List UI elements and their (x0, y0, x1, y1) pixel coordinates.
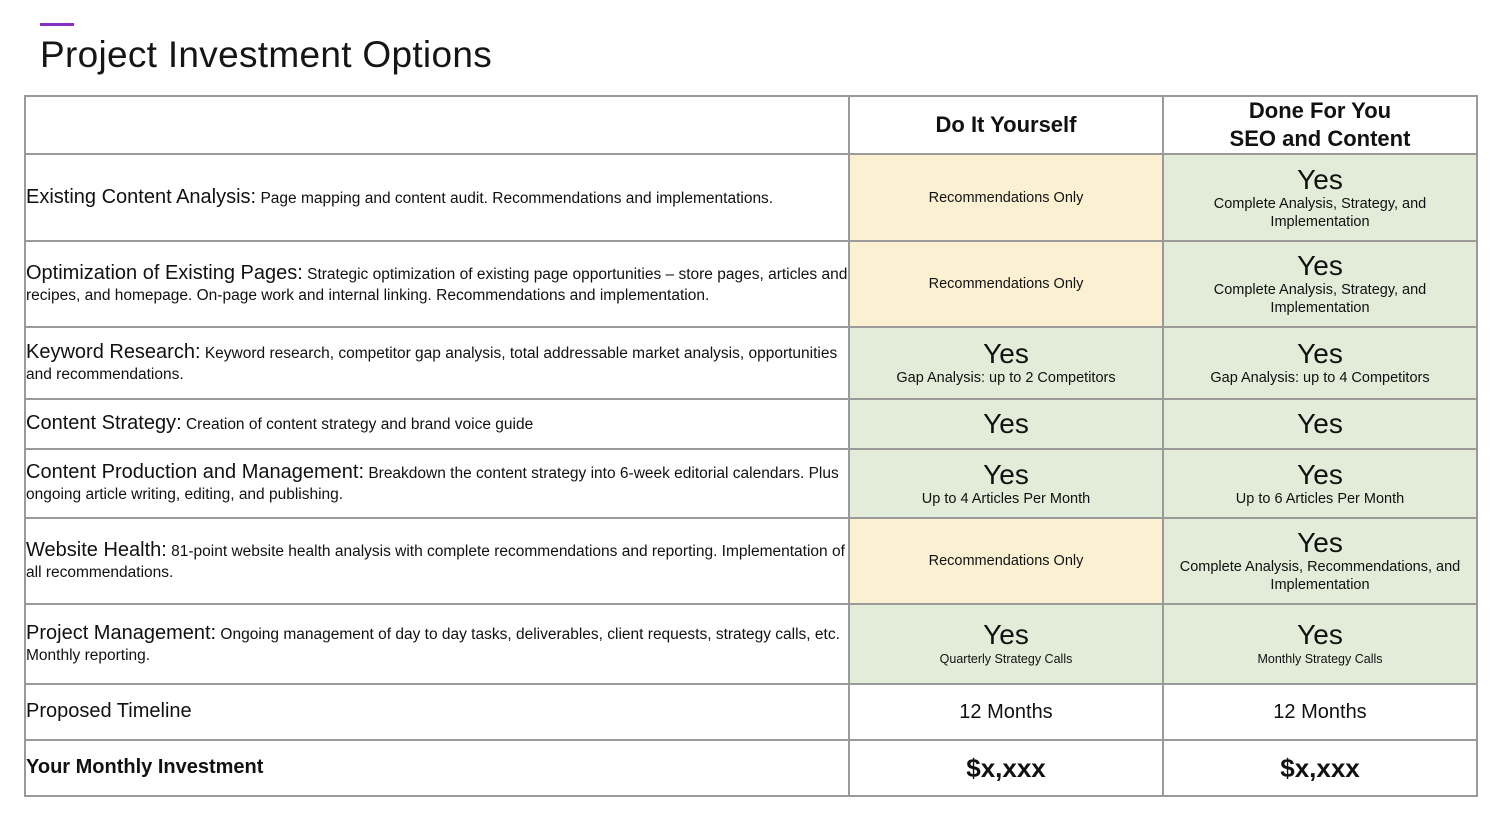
diy-cell (849, 154, 1163, 241)
table-row-website-health (25, 518, 1477, 604)
feature-description: 81-point website health analysis with complete recommendations and reporting. Implementation of all recommendations. (26, 542, 845, 581)
column-header-dfy-line2: SEO and Content (1229, 126, 1411, 151)
feature-description: Ongoing management of day to day tasks, deliverables, client requests, strategy calls, etc. Monthly reporting. (26, 625, 840, 664)
dfy-detail: Complete Analysis, Strategy, and Implementation (1213, 282, 1427, 316)
title-accent-bar (40, 23, 74, 26)
dfy-detail: Monthly Strategy Calls (1257, 652, 1383, 666)
dfy-yes: Yes (1297, 250, 1343, 281)
feature-description: Keyword research, competitor gap analysis, total addressable market analysis, opportunities and recommendations. (26, 344, 838, 383)
feature-cell (25, 399, 849, 449)
dfy-yes: Yes (1297, 163, 1343, 195)
feature-cell (25, 604, 849, 684)
feature-cell (25, 154, 849, 241)
table-row-project-management (25, 604, 1477, 684)
diy-note: Recommendations Only (928, 553, 1084, 569)
feature-title: Project Management: (26, 621, 217, 644)
table-row-optimization-existing-pages (25, 241, 1477, 327)
dfy-cell (1163, 449, 1477, 518)
dfy-cell (1163, 327, 1477, 399)
diy-note: Recommendations Only (928, 189, 1084, 206)
timeline-label-cell (25, 684, 849, 740)
dfy-yes: Yes (1297, 338, 1343, 369)
diy-timeline-cell (849, 684, 1163, 740)
dfy-detail: Complete Analysis, Strategy, and Implementation (1213, 195, 1427, 230)
diy-note: Recommendations Only (928, 276, 1084, 292)
header-row (25, 96, 1477, 154)
feature-title: Website Health: (26, 538, 167, 561)
diy-yes: Yes (983, 619, 1029, 650)
dfy-price: $x,xxx (1280, 752, 1360, 783)
header-empty-cell (25, 96, 849, 154)
dfy-cell (1163, 604, 1477, 684)
diy-cell (849, 604, 1163, 684)
table-row-monthly-investment (25, 740, 1477, 796)
dfy-investment-cell (1163, 740, 1477, 796)
diy-detail: Gap Analysis: up to 2 Competitors (896, 370, 1116, 386)
feature-description: Page mapping and content audit. Recommendations and implementations. (260, 189, 774, 207)
diy-yes: Yes (983, 338, 1029, 369)
feature-cell (25, 518, 849, 604)
feature-description: Creation of content strategy and brand voice guide (185, 416, 534, 433)
feature-title: Existing Content Analysis: (26, 185, 257, 208)
diy-yes: Yes (983, 408, 1029, 439)
column-header-dfy (1163, 96, 1477, 154)
feature-description: Strategic optimization of existing page opportunities – store pages, articles and recipes, and homepage. On-page work and internal linking. Recommendations and implementation. (26, 265, 848, 304)
feature-cell (25, 241, 849, 327)
dfy-cell (1163, 154, 1477, 241)
table-row-proposed-timeline (25, 684, 1477, 740)
column-header-dfy-line1: Done For You (1248, 98, 1392, 123)
table-row-keyword-research (25, 327, 1477, 399)
dfy-cell (1163, 518, 1477, 604)
dfy-detail: Gap Analysis: up to 4 Competitors (1210, 370, 1430, 386)
column-header-diy: Do It Yourself (849, 96, 1163, 154)
feature-description: Breakdown the content strategy into 6-week editorial calendars. Plus ongoing article writing, editing, and publishing. (26, 465, 839, 503)
dfy-timeline-cell (1163, 684, 1477, 740)
diy-cell (849, 518, 1163, 604)
timeline-label: Proposed Timeline (26, 700, 192, 722)
feature-title: Content Strategy: (26, 412, 182, 434)
table-row-content-production (25, 449, 1477, 518)
dfy-detail: Complete Analysis, Recommendations, and Implementation (1179, 559, 1461, 593)
investment-options-table (24, 95, 1478, 797)
diy-detail: Up to 4 Articles Per Month (921, 490, 1091, 507)
diy-cell (849, 241, 1163, 327)
diy-cell (849, 399, 1163, 449)
dfy-yes: Yes (1297, 458, 1343, 490)
page-title: Project Investment Options (40, 34, 492, 75)
feature-title: Optimization of Existing Pages: (26, 261, 303, 284)
diy-cell (849, 327, 1163, 399)
investment-label-cell (25, 740, 849, 796)
table-row-content-strategy (25, 399, 1477, 449)
feature-title: Content Production and Management: (26, 461, 364, 483)
dfy-yes: Yes (1297, 408, 1343, 439)
feature-title: Keyword Research: (26, 340, 201, 363)
diy-detail: Quarterly Strategy Calls (939, 652, 1073, 666)
dfy-detail: Up to 6 Articles Per Month (1235, 490, 1405, 507)
diy-price: $x,xxx (966, 752, 1046, 783)
table-row-existing-content-analysis (25, 154, 1477, 241)
dfy-yes: Yes (1297, 619, 1343, 650)
dfy-timeline: 12 Months (1273, 700, 1367, 723)
diy-yes: Yes (983, 458, 1029, 490)
dfy-cell (1163, 399, 1477, 449)
diy-investment-cell (849, 740, 1163, 796)
dfy-cell (1163, 241, 1477, 327)
dfy-yes: Yes (1297, 527, 1343, 558)
feature-cell (25, 327, 849, 399)
feature-cell (25, 449, 849, 518)
diy-cell (849, 449, 1163, 518)
diy-timeline: 12 Months (959, 700, 1053, 723)
investment-label: Your Monthly Investment (26, 756, 264, 778)
